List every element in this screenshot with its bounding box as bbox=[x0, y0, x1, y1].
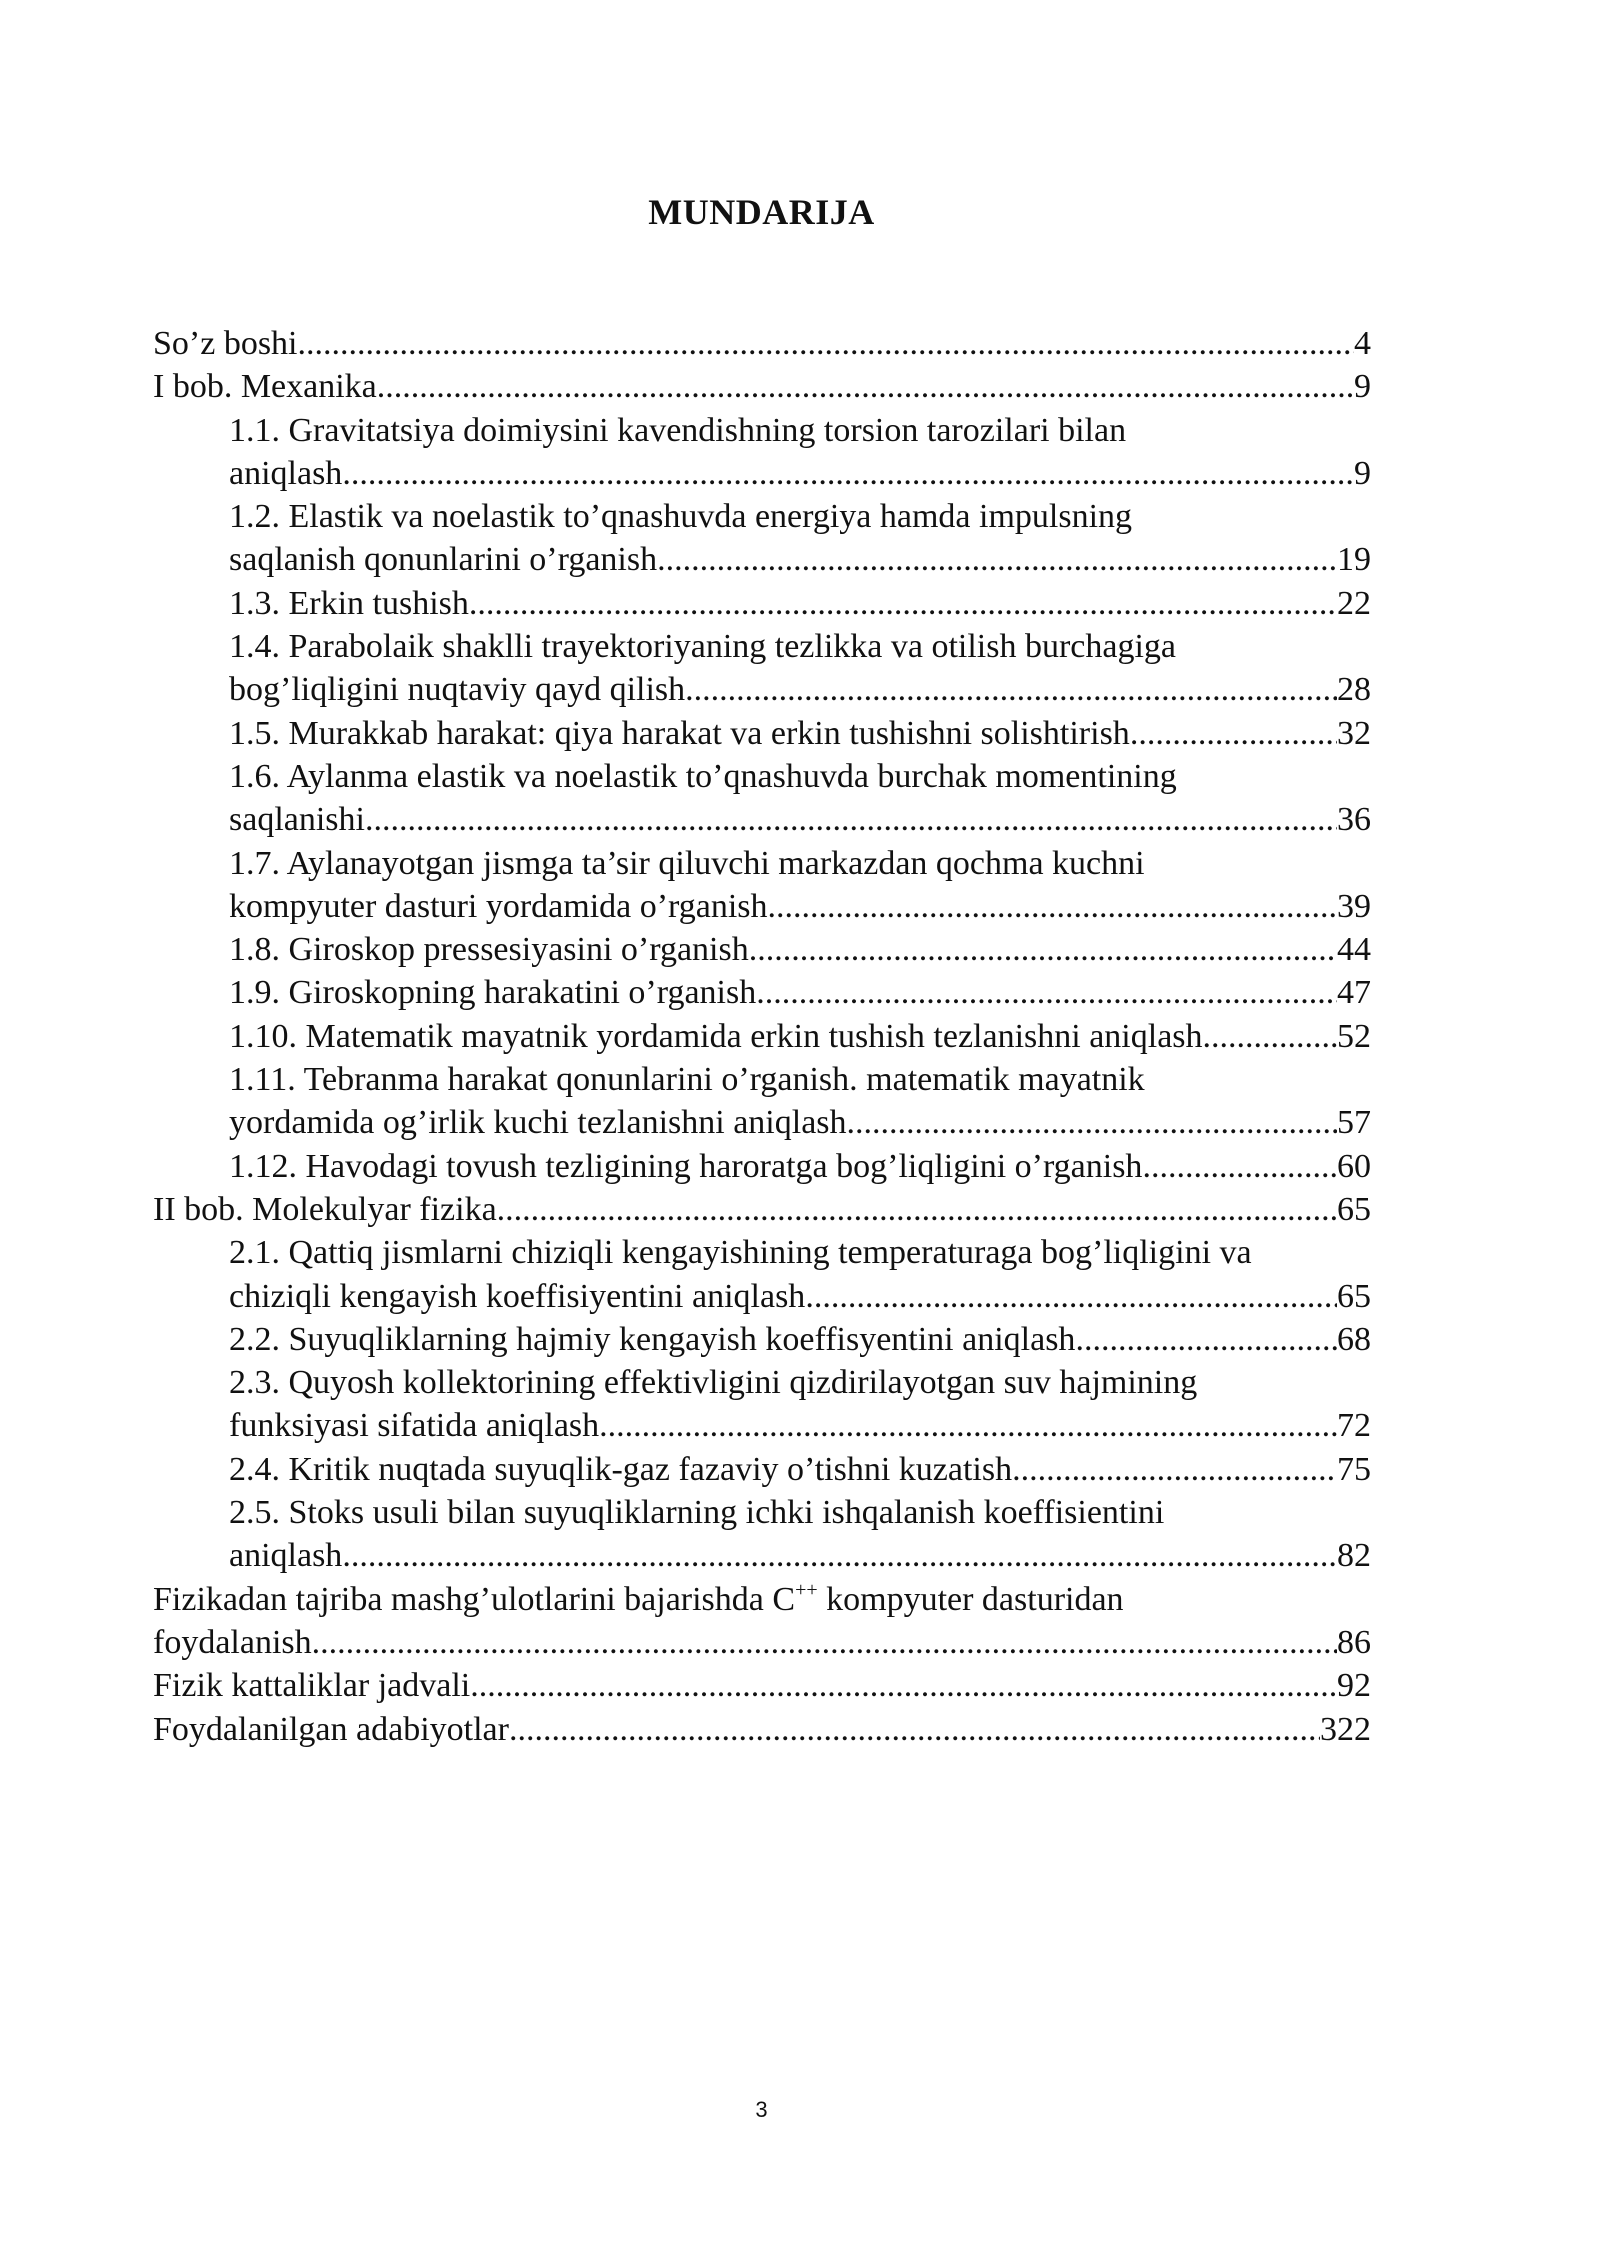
toc-entry-text bbox=[229, 625, 1371, 668]
toc-page-number: 39 bbox=[1337, 887, 1371, 925]
toc-entry-final-line bbox=[229, 712, 1371, 755]
toc-page-number: 36 bbox=[1337, 801, 1371, 839]
dot-leader bbox=[805, 1275, 1337, 1318]
toc-entry-final-line bbox=[229, 1015, 1371, 1058]
toc-entry[interactable] bbox=[153, 1491, 1371, 1578]
toc-entry-final-line bbox=[229, 1448, 1371, 1491]
toc-entry[interactable] bbox=[153, 1708, 1371, 1751]
toc-entry-text: 2.2. Suyuqliklarning hajmiy kengayish koeffisyentini aniqlash bbox=[229, 1320, 1076, 1358]
toc-page-number: 82 bbox=[1337, 1537, 1371, 1575]
toc-entry-text bbox=[229, 842, 1371, 885]
toc-entry-text-segment: 1.11. Tebranma harakat qonunlarini o’rganish. matematik mayatnik bbox=[229, 1061, 1145, 1099]
toc-entry-text-segment: 1.6. Aylanma elastik va noelastik to’qnashuvda burchak momentining bbox=[229, 757, 1177, 795]
toc-entry-final-line bbox=[153, 1708, 1371, 1751]
toc-entry-final-line bbox=[229, 1404, 1371, 1447]
toc-entry-text: funksiyasi sifatida aniqlash bbox=[229, 1407, 600, 1445]
toc-entry[interactable] bbox=[153, 1231, 1371, 1318]
toc-entry-text: 1.8. Giroskop pressesiyasini o’rganish bbox=[229, 931, 749, 969]
toc-entry-text bbox=[229, 1361, 1371, 1404]
dot-leader bbox=[768, 885, 1337, 928]
toc-entry-text bbox=[153, 1578, 1371, 1621]
toc-entry-text: chiziqli kengayish koeffisiyentini aniqlash bbox=[229, 1277, 806, 1315]
toc-entry-text-segment: 2.5. Stoks usuli bilan suyuqliklarning ichki ishqalanish koeffisientini bbox=[229, 1494, 1165, 1532]
page-number: 3 bbox=[755, 2097, 768, 2122]
toc-entry-text bbox=[229, 495, 1371, 538]
toc-page-number: 52 bbox=[1337, 1017, 1371, 1055]
toc-entry-text: bog’liqligini nuqtaviy qayd qilish bbox=[229, 671, 686, 709]
toc-entry-text: 1.3. Erkin tushish bbox=[229, 584, 469, 622]
toc-entry-final-line bbox=[229, 798, 1371, 841]
toc-entry-text: aniqlash bbox=[229, 454, 343, 492]
dot-leader bbox=[469, 582, 1337, 625]
toc-entry-text: 1.9. Giroskopning harakatini o’rganish bbox=[229, 974, 757, 1012]
toc-entry-text: saqlanishi bbox=[229, 801, 365, 839]
toc-entry[interactable] bbox=[153, 625, 1371, 712]
toc-entry-final-line bbox=[229, 1534, 1371, 1577]
dot-leader bbox=[497, 1188, 1337, 1231]
dot-leader bbox=[599, 1404, 1337, 1447]
toc-entry-final-line bbox=[229, 538, 1371, 581]
dot-leader bbox=[756, 971, 1337, 1014]
dot-leader bbox=[342, 1534, 1337, 1577]
toc-page-number: 22 bbox=[1337, 584, 1371, 622]
toc-page-number: 47 bbox=[1337, 974, 1371, 1012]
superscript: ++ bbox=[795, 1578, 818, 1601]
toc-entry[interactable] bbox=[153, 1664, 1371, 1707]
table-of-contents bbox=[153, 322, 1371, 1751]
toc-entry[interactable] bbox=[153, 322, 1371, 365]
dot-leader bbox=[685, 668, 1337, 711]
toc-page-number: 57 bbox=[1337, 1104, 1371, 1142]
toc-entry-text: I bob. Mexanika bbox=[153, 368, 377, 406]
dot-leader bbox=[749, 928, 1337, 971]
toc-entry-final-line bbox=[229, 1275, 1371, 1318]
toc-page-number: 44 bbox=[1337, 931, 1371, 969]
toc-entry[interactable] bbox=[153, 1188, 1371, 1231]
toc-entry-text bbox=[229, 1491, 1371, 1534]
toc-entry-text: saqlanish qonunlarini o’rganish bbox=[229, 541, 658, 579]
toc-entry[interactable] bbox=[153, 1318, 1371, 1361]
toc-entry-text: Fizik kattaliklar jadvali bbox=[153, 1667, 471, 1705]
toc-entry[interactable] bbox=[153, 928, 1371, 971]
toc-entry-text: yordamida og’irlik kuchi tezlanishni aniqlash bbox=[229, 1104, 847, 1142]
toc-entry-final-line bbox=[229, 1318, 1371, 1361]
toc-entry-text: 1.5. Murakkab harakat: qiya harakat va erkin tushishni solishtirish bbox=[229, 714, 1130, 752]
toc-entry-text: kompyuter dasturi yordamida o’rganish bbox=[229, 887, 768, 925]
toc-page-number: 60 bbox=[1337, 1147, 1371, 1185]
toc-entry-final-line bbox=[229, 928, 1371, 971]
toc-entry-final-line bbox=[153, 1188, 1371, 1231]
dot-leader bbox=[312, 1621, 1337, 1664]
toc-entry[interactable] bbox=[153, 1361, 1371, 1448]
toc-page-number: 32 bbox=[1337, 714, 1371, 752]
toc-page-number: 19 bbox=[1337, 541, 1371, 579]
toc-entry[interactable] bbox=[153, 495, 1371, 582]
toc-entry-final-line bbox=[153, 322, 1371, 365]
toc-page-number: 68 bbox=[1337, 1320, 1371, 1358]
dot-leader bbox=[470, 1664, 1337, 1707]
toc-entry[interactable] bbox=[153, 1448, 1371, 1491]
toc-entry[interactable] bbox=[153, 365, 1371, 408]
dot-leader bbox=[377, 365, 1354, 408]
toc-entry[interactable] bbox=[153, 971, 1371, 1014]
toc-page-number: 75 bbox=[1337, 1450, 1371, 1488]
dot-leader bbox=[1142, 1145, 1337, 1188]
dot-leader bbox=[365, 798, 1337, 841]
dot-leader bbox=[1130, 712, 1337, 755]
toc-entry-final-line bbox=[229, 668, 1371, 711]
toc-entry-final-line bbox=[229, 885, 1371, 928]
toc-page-number: 322 bbox=[1320, 1710, 1371, 1748]
toc-entry[interactable] bbox=[153, 1578, 1371, 1665]
toc-entry-text-segment: 1.7. Aylanayotgan jismga ta’sir qiluvchi markazdan qochma kuchni bbox=[229, 844, 1145, 882]
toc-entry[interactable] bbox=[153, 409, 1371, 496]
toc-entry[interactable] bbox=[153, 1145, 1371, 1188]
toc-entry-final-line bbox=[153, 1664, 1371, 1707]
toc-page-number: 92 bbox=[1337, 1667, 1371, 1705]
dot-leader bbox=[1075, 1318, 1337, 1361]
toc-entry-final-line bbox=[229, 1145, 1371, 1188]
toc-entry[interactable] bbox=[153, 842, 1371, 929]
toc-entry-text bbox=[229, 409, 1371, 452]
toc-entry-text-segment: 1.2. Elastik va noelastik to’qnashuvda energiya hamda impulsning bbox=[229, 498, 1133, 536]
toc-entry-text bbox=[229, 1058, 1371, 1101]
dot-leader bbox=[342, 452, 1354, 495]
toc-entry[interactable] bbox=[153, 755, 1371, 842]
toc-entry-text-segment: kompyuter dasturidan bbox=[817, 1580, 1124, 1618]
toc-entry-text bbox=[229, 1231, 1371, 1274]
toc-entry-text: So’z boshi bbox=[153, 325, 298, 362]
toc-page-number: 72 bbox=[1337, 1407, 1371, 1445]
toc-entry[interactable] bbox=[153, 1058, 1371, 1145]
dot-leader bbox=[1012, 1448, 1337, 1491]
dot-leader bbox=[509, 1708, 1320, 1751]
toc-entry[interactable] bbox=[153, 712, 1371, 755]
dot-leader bbox=[657, 538, 1337, 581]
toc-entry-text-segment: 2.3. Quyosh kollektorining effektivligini qizdirilayotgan suv hajmining bbox=[229, 1364, 1198, 1402]
toc-entry[interactable] bbox=[153, 582, 1371, 625]
toc-entry-text: 2.4. Kritik nuqtada suyuqlik-gaz fazaviy o’tishni kuzatish bbox=[229, 1450, 1013, 1488]
toc-entry-text-segment: 1.1. Gravitatsiya doimiysini kavendishning torsion tarozilari bilan bbox=[229, 411, 1127, 449]
toc-page-number: 4 bbox=[1354, 325, 1371, 362]
toc-page-number: 9 bbox=[1354, 454, 1371, 492]
dot-leader bbox=[847, 1101, 1337, 1144]
toc-page-number: 86 bbox=[1337, 1623, 1371, 1661]
toc-entry-text bbox=[229, 755, 1371, 798]
toc-page-number: 28 bbox=[1337, 671, 1371, 709]
toc-entry-text: aniqlash bbox=[229, 1537, 343, 1575]
dot-leader bbox=[298, 322, 1355, 365]
toc-entry-text: foydalanish bbox=[153, 1623, 312, 1661]
toc-entry-final-line bbox=[153, 365, 1371, 408]
toc-entry-final-line bbox=[153, 1621, 1371, 1664]
toc-page-number: 65 bbox=[1337, 1277, 1371, 1315]
toc-entry[interactable] bbox=[153, 1015, 1371, 1058]
toc-entry-text: 1.10. Matematik mayatnik yordamida erkin tushish tezlanishni aniqlash bbox=[229, 1017, 1203, 1055]
toc-entry-final-line bbox=[229, 582, 1371, 625]
toc-entry-text: 1.12. Havodagi tovush tezligining haroratga bog’liqligini o’rganish bbox=[229, 1147, 1143, 1185]
toc-entry-text-segment: Fizikadan tajriba mashg’ulotlarini bajarishda C bbox=[153, 1580, 796, 1618]
toc-entry-final-line bbox=[229, 971, 1371, 1014]
toc-page-number: 65 bbox=[1337, 1190, 1371, 1228]
toc-entry-text: II bob. Molekulyar fizika bbox=[153, 1190, 497, 1228]
toc-entry-text: Foydalanilgan adabiyotlar bbox=[153, 1710, 509, 1748]
toc-page-number: 9 bbox=[1354, 368, 1371, 406]
toc-entry-text-segment: 1.4. Parabolaik shaklli trayektoriyaning tezlikka va otilish burchagiga bbox=[229, 628, 1177, 666]
toc-entry-final-line bbox=[229, 1101, 1371, 1144]
dot-leader bbox=[1203, 1015, 1337, 1058]
toc-entry-final-line bbox=[229, 452, 1371, 495]
page-title: MUNDARIJA bbox=[648, 192, 875, 232]
toc-entry-text-segment: 2.1. Qattiq jismlarni chiziqli kengayishining temperaturaga bog’liqligini va bbox=[229, 1234, 1252, 1272]
